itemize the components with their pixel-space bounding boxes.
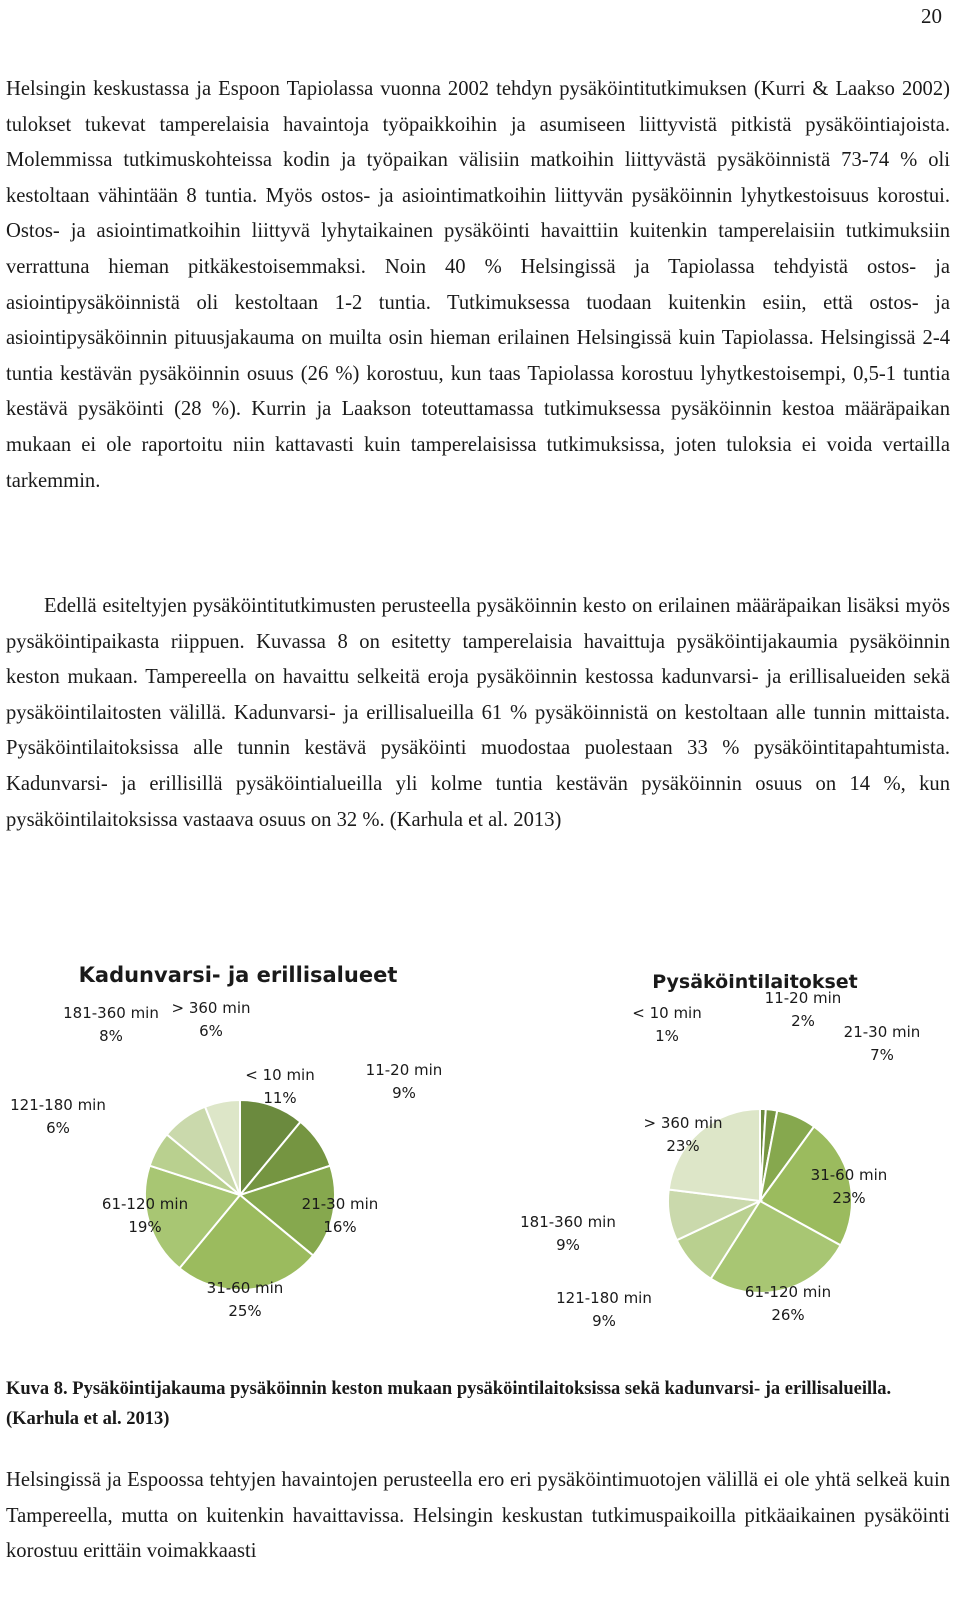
slice-label <box>207 1279 284 1320</box>
slice-category-label: < 10 min <box>245 1066 315 1084</box>
slice-value-label: 9% <box>592 1312 616 1330</box>
body-paragraph-2 <box>6 589 950 838</box>
figure-caption: Kuva 8. Pysäköintijakauma pysäköinnin keston mukaan pysäköintilaitoksissa sekä kadunvarsi- ja erillisalueilla. (Karhula et al. 2013) <box>6 1379 892 1429</box>
body-paragraph-1 <box>6 72 950 499</box>
chart-title-kadunvarsi: Kadunvarsi- ja erillisalueet <box>78 963 398 987</box>
slice-category-label: 61-120 min <box>101 1195 189 1213</box>
slice-category-label: 61-120 min <box>744 1283 832 1301</box>
slice-category-label: > 360 min <box>171 999 251 1017</box>
slice-value-label: 6% <box>46 1119 70 1137</box>
slice-value-label: 7% <box>870 1046 894 1064</box>
slice-category-label: 11-20 min <box>365 1061 443 1079</box>
slice-label <box>171 999 250 1040</box>
figure-pie-charts <box>0 945 960 1365</box>
slice-value-label: 2% <box>791 1012 815 1030</box>
slice-label <box>520 1213 616 1254</box>
slice-label <box>556 1289 652 1330</box>
paragraph-text: Helsingin keskustassa ja Espoon Tapiolassa vuonna 2002 tehdyn pysäköintitutkimuksen (Kurri & Laakso 2002) tulokset tukevat tamperelaisia havaintoja työpaikkoihin ja asumiseen liittyvistä pitkistä pysäköintiajoista. Molemmissa tutkimuskohteissa kodin ja työpaikan välisiin matkoihin liittyvästä pysäköinnistä 73-74 % oli kestoltaan vähintään 8 tuntia. Myös ostos- ja asiointimatkoihin liittyvän pysäköinnin lyhytkestoisuus korostui. Ostos- ja asiointimatkoihin liittyvä lyhytaikainen pysäköinti havaittiin kuitenkin tamperelaisiin tutkimuksiin verrattuna hieman pitkäkestoisemmaksi. Noin 40 % Helsingissä ja Tapiolassa tehdyistä ostos- ja asiointipysäköinnistä oli kestoltaan 1-2 tuntia. Tutkimuksessa tuodaan kuitenkin esiin, että ostos- ja asiointipysäköinnin pituusjakauma on muilta osin hieman erilainen Helsingissä kuin Tapiolassa. Helsingissä 2-4 tuntia kestävän pysäköinnin osuus (26 %) korostuu, kun taas Tapiolassa korostuu lyhytkestoisempi, 0,5-1 tuntia kestävä pysäköinti (28 %). Kurrin ja Laakson toteuttamassa tutkimuksessa pysäköinnin kestoa määräpaikan mukaan ei ole raportoitu niin kattavasti kuin tamperelaisissa tutkimuksissa, joten tuloksia ei voida vertailla tarkemmin. <box>6 78 950 492</box>
slice-category-label: 31-60 min <box>810 1166 888 1184</box>
slice-category-label: 121-180 min <box>556 1289 652 1307</box>
slice-value-label: 1% <box>655 1027 679 1045</box>
slice-value-label: 16% <box>323 1218 357 1236</box>
slice-value-label: 23% <box>666 1137 700 1155</box>
slice-value-label: 23% <box>832 1189 866 1207</box>
slice-category-label: 181-360 min <box>63 1004 159 1022</box>
slice-label <box>10 1096 106 1137</box>
body-paragraph-3 <box>6 1463 950 1570</box>
slice-category-label: 121-180 min <box>10 1096 106 1114</box>
slice-label <box>63 1004 159 1045</box>
slice-value-label: 9% <box>556 1236 580 1254</box>
slice-label <box>844 1023 921 1064</box>
slice-value-label: 25% <box>228 1302 262 1320</box>
pie-chart-pysakointilaitokset <box>520 989 920 1330</box>
slice-category-label: > 360 min <box>643 1114 723 1132</box>
slice-label <box>765 989 842 1030</box>
slice-category-label: 21-30 min <box>843 1023 921 1041</box>
paragraph-text: Helsingissä ja Espoossa tehtyjen havaintojen perusteella ero eri pysäköintimuotojen välillä ei ole yhtä selkeä kuin Tampereella, mutta on kuitenkin havaittavissa. Helsingin keskustan tutkimuspaikoilla pitkäaikainen pysäköinti korostuu erittäin voimakkaasti <box>6 1469 950 1563</box>
slice-label <box>745 1283 831 1324</box>
paragraph-text: Edellä esiteltyjen pysäköintitutkimusten perusteella pysäköinnin kesto on erilainen määräpaikan lisäksi myös pysäköintipaikasta riippuen. Kuvassa 8 on esitetty tamperelaisia havaittuja pysäköintijakaumia pysäköinnin keston mukaan. Tampereella on havaittu selkeitä eroja pysäköinnin kestossa kadunvarsi- ja erillisalueiden sekä pysäköintilaitosten välillä. Kadunvarsi- ja erillisalueilla 61 % pysäköinnistä on kestoltaan alle tunnin mittaista. Pysäköintilaitoksissa alle tunnin kestävä pysäköinti muodostaa puolestaan 33 % pysäköintitapahtumista. Kadunvarsi- ja erillisillä pysäköintialueilla yli kolme tuntia kestävän pysäköinnin osuus on 14 %, kun pysäköintilaitoksissa vastaava osuus on 32 %. (Karhula et al. 2013) <box>6 595 950 831</box>
slice-value-label: 9% <box>392 1084 416 1102</box>
slice-value-label: 11% <box>263 1089 297 1107</box>
pie-chart-kadunvarsi <box>10 999 442 1320</box>
chart-title-pysakointilaitokset: Pysäköintilaitokset <box>652 971 858 993</box>
slice-value-label: 19% <box>128 1218 162 1236</box>
slice-value-label: 6% <box>199 1022 223 1040</box>
page-number: 20 <box>921 4 942 28</box>
slice-label <box>632 1004 701 1045</box>
slice-label <box>366 1061 443 1102</box>
slice-category-label: 21-30 min <box>301 1195 379 1213</box>
slice-category-label: < 10 min <box>632 1004 702 1022</box>
slice-value-label: 8% <box>99 1027 123 1045</box>
slice-category-label: 181-360 min <box>520 1213 616 1231</box>
slice-category-label: 31-60 min <box>206 1279 284 1297</box>
figure-8 <box>0 945 960 1365</box>
slice-category-label: 11-20 min <box>764 989 842 1007</box>
slice-value-label: 26% <box>771 1306 805 1324</box>
